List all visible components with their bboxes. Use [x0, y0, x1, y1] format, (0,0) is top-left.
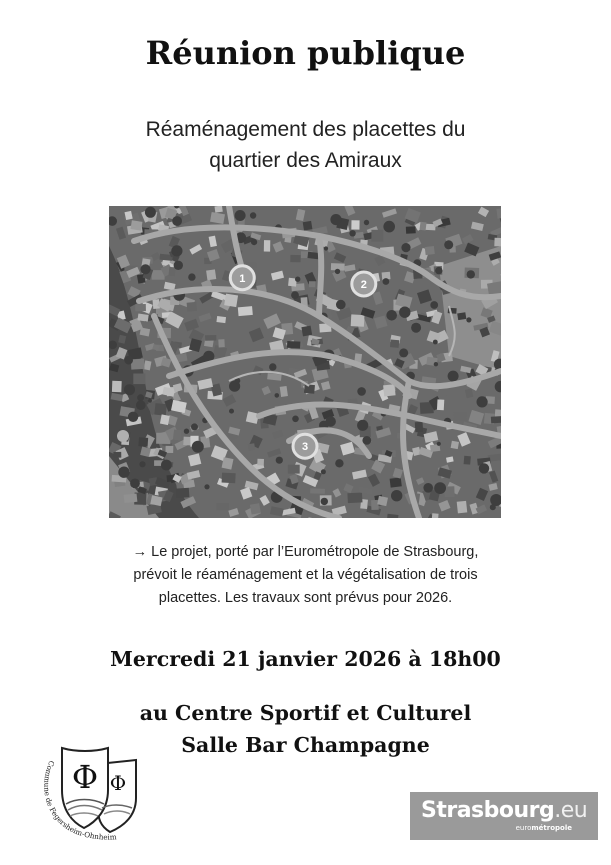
venue-line-1: au Centre Sportif et Culturel [139, 701, 472, 725]
placette-marker-label: 2 [360, 279, 367, 291]
eurometropole-logo-main [421, 798, 587, 823]
description-line-3: placettes. Les travaux sont prévus pour 2026. [158, 590, 453, 606]
aerial-map-image [109, 206, 501, 518]
commune-name: Commune de Fegersheim-Ohnheim [42, 759, 117, 842]
commune-phi-small: Φ [109, 771, 127, 795]
commune-crest-icon [36, 738, 158, 846]
description-line-1: → Le projet, porté par l’Eurométropole de Strasbourg, [132, 544, 479, 560]
description-line-2: prévoit le réaménagement et la végétalisation de trois [133, 567, 478, 583]
placette-marker-1 [230, 266, 254, 290]
placette-marker-label: 1 [239, 272, 246, 285]
subtitle [80, 114, 531, 176]
subtitle-line-1: Réaménagement des placettes du [145, 118, 466, 141]
eurometropole-logo-sub [516, 824, 572, 832]
subtitle-line-2: quartier des Amiraux [209, 149, 402, 172]
placette-marker-label: 3 [301, 441, 309, 454]
eurometropole-sub-prefix: euro [515, 824, 532, 832]
venue-line-2: Salle Bar Champagne [181, 733, 430, 757]
placette-marker-2 [352, 272, 376, 296]
aerial-map [109, 206, 501, 518]
eurometropole-logo-name: Strasbourg [421, 798, 555, 823]
commune-phi-large: Φ [71, 758, 99, 796]
project-description [90, 541, 521, 610]
event-date: Mercredi 21 janvier 2026 à 18h00 [110, 647, 501, 671]
page-title: Réunion publique [145, 34, 466, 72]
eurometropole-sub-bold: métropole [531, 824, 572, 832]
placette-marker-3 [293, 434, 317, 458]
eurometropole-logo-domain: .eu [554, 798, 588, 823]
eurometropole-logo [410, 792, 598, 840]
commune-logo [36, 738, 158, 846]
